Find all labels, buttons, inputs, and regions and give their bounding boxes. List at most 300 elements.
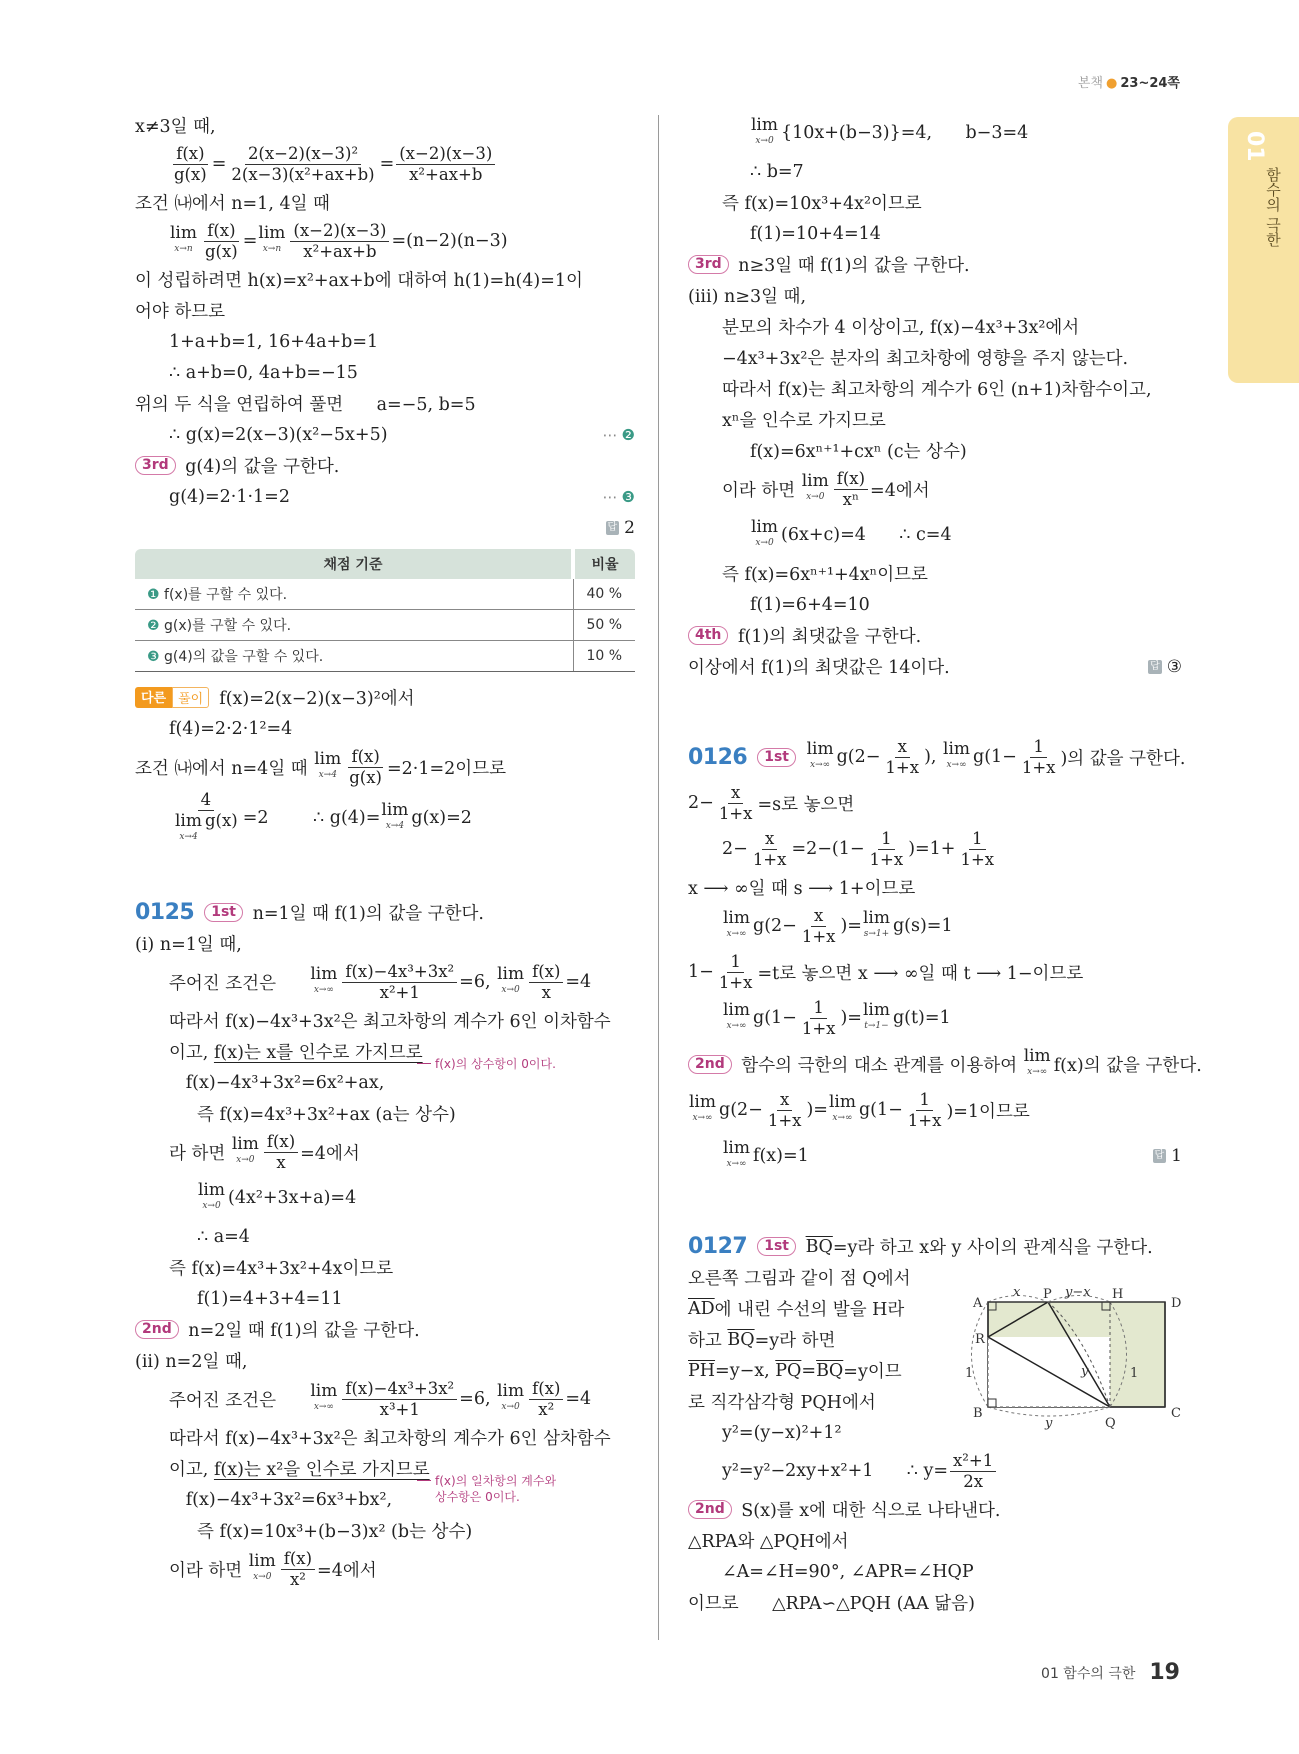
fraction <box>882 737 922 778</box>
solution-line <box>688 435 1182 466</box>
limit-subscript: x→∞ <box>726 1021 747 1031</box>
overline-segment: $\overline{PQ}$ <box>775 1360 802 1381</box>
answer-icon: 답 <box>1154 1150 1165 1161</box>
solution-line <box>135 744 635 790</box>
math-text: g(2− <box>836 747 881 767</box>
solution-line <box>135 1036 635 1071</box>
page-footer <box>1041 1660 1180 1685</box>
math-text: =y라 하고 x와 y 사이의 관계식을 구한다. <box>832 1238 1153 1258</box>
math-text: f(1)=10+4=14 <box>750 223 881 244</box>
math-text: 조건 ㈏에서 n=1, 4일 때 <box>135 194 330 214</box>
solution-line <box>688 1041 1202 1087</box>
limit-operator: lim <box>723 1000 750 1020</box>
solution-line <box>688 466 1182 512</box>
label-y-bottom: y <box>1045 1416 1053 1431</box>
denominator-text: x² <box>289 1569 306 1589</box>
math-text: 이고, <box>169 1460 214 1480</box>
math-text: 1+a+b=1, 16+4a+b=1 <box>169 331 379 352</box>
numerator <box>895 737 910 758</box>
denominator <box>377 983 423 1003</box>
denominator-text: x²+ax+b <box>303 241 377 261</box>
overline-segment: $\overline{AD}$ <box>688 1298 715 1319</box>
fraction <box>290 221 389 262</box>
limit-subscript: x→∞ <box>946 760 967 770</box>
fraction <box>346 747 385 788</box>
math-text: = <box>211 154 227 174</box>
limit-operator: lim <box>175 811 202 831</box>
denominator <box>716 804 756 824</box>
overline-segment: $\overline{BQ}$ <box>805 1236 833 1257</box>
numerator-text: 1 <box>1033 736 1044 756</box>
math-text: (4x²+3x+a)=4 <box>228 1188 357 1208</box>
fraction <box>957 829 997 870</box>
step-badge: 1st <box>204 903 243 922</box>
numerator-text: 1 <box>881 828 892 848</box>
denominator <box>765 1111 805 1131</box>
numerator <box>342 962 457 983</box>
numerator-text: f(x) <box>283 1548 313 1568</box>
solution-line <box>135 1067 635 1098</box>
math-text: f(x)=1 <box>753 1146 809 1166</box>
numerator-text: 1 <box>972 828 983 848</box>
denominator-text: x²+ax+b <box>409 164 483 184</box>
table-row <box>135 641 635 672</box>
rectangle-fold-diagram <box>965 1285 1185 1435</box>
denominator <box>799 927 839 947</box>
circled-number-icon: ❷ <box>147 618 160 634</box>
math-text: f(x)의 값을 구한다. <box>1053 1055 1202 1076</box>
fraction <box>950 1451 996 1492</box>
fraction <box>171 790 241 845</box>
math-text: g(1− <box>858 1100 903 1120</box>
denominator-text: g(x) <box>349 767 382 787</box>
math-text: 즉 f(x)=4x³+3x²+ax (a는 상수) <box>197 1105 456 1125</box>
solution-line <box>135 1376 635 1422</box>
solution-line <box>688 872 1182 903</box>
fraction <box>750 829 790 870</box>
solution-line <box>135 357 635 388</box>
limit-subscript: x→∞ <box>313 985 334 995</box>
math-text: g(t)=1 <box>892 1008 951 1028</box>
step-badge: 2nd <box>135 1320 179 1339</box>
solution-line <box>135 682 635 713</box>
fraction <box>1019 737 1059 778</box>
solution-line <box>135 790 635 845</box>
limit-operator: lim <box>231 1134 259 1154</box>
circled-number-icon: ❸ <box>621 487 635 506</box>
limit-operator: lim <box>806 739 834 759</box>
math-text: g(4)의 값을 구한다. <box>179 457 340 477</box>
solution-line <box>135 1252 635 1283</box>
solution-line <box>688 1231 1182 1262</box>
solution-line <box>135 713 635 744</box>
column-divider <box>658 115 659 1640</box>
denominator-text: 1+x <box>801 1018 836 1038</box>
math-text: )= <box>840 1008 862 1028</box>
solution-line <box>135 1422 635 1453</box>
solution-line <box>688 558 1182 589</box>
solution-line <box>688 1525 1182 1556</box>
limit-operator: lim <box>198 1180 225 1200</box>
limit <box>175 813 202 845</box>
answer-icon: 답 <box>1150 660 1160 672</box>
denominator-text: 1+x <box>960 849 995 869</box>
page-range: 23~24쪽 <box>1120 76 1180 91</box>
denominator-text: 1+x <box>1021 757 1056 777</box>
math-text: 조건 ㈏에서 n=4일 때 <box>135 758 314 779</box>
limit-operator: lim <box>689 1092 716 1112</box>
numerator <box>916 1090 933 1111</box>
solution-line <box>135 1005 635 1036</box>
limit-operator: lim <box>248 1551 276 1571</box>
solution-line <box>688 110 1182 156</box>
numerator-text: f(x) <box>266 1131 296 1151</box>
denominator-text: 1+x <box>907 1110 942 1130</box>
numerator-text: f(x) <box>207 220 236 240</box>
math-text: 즉 f(x)=10x³+4x²이므로 <box>722 194 922 214</box>
table-row <box>135 579 635 610</box>
limit <box>310 966 337 998</box>
circled-number-icon: ❸ <box>147 649 160 665</box>
math-text: 주어진 조건은 <box>169 973 310 994</box>
limit-subscript: x→∞ <box>832 1113 853 1123</box>
numerator-text: f(x) <box>532 1378 561 1398</box>
numerator <box>281 1549 315 1570</box>
math-text: )= <box>840 916 862 936</box>
denominator <box>799 1019 839 1039</box>
limit-operator: lim <box>381 799 409 820</box>
limit-subscript: x→∞ <box>1027 1067 1048 1077</box>
solution-line <box>135 264 635 295</box>
limit <box>198 1182 225 1214</box>
denominator <box>171 165 210 185</box>
numerator <box>173 144 207 165</box>
math-text: f(1)=6+4=10 <box>750 594 870 615</box>
limit-subscript: s→1+ <box>863 929 890 939</box>
arc-bq <box>988 1407 1110 1416</box>
solution-line <box>135 1546 635 1592</box>
math-text: n=2일 때 f(1)의 값을 구한다. <box>182 1321 420 1341</box>
math-text: 라 하면 <box>169 1143 231 1164</box>
solution-line <box>135 897 635 928</box>
numerator-text: x²+1 <box>953 1450 994 1470</box>
limit <box>314 751 341 783</box>
solution-line <box>688 995 1182 1041</box>
limit <box>723 1002 750 1034</box>
numerator-text: (x−2)(x−3) <box>293 220 387 240</box>
overline-segment: $\overline{PH}$ <box>688 1360 716 1381</box>
limit <box>723 1140 750 1172</box>
math-text: 따라서 f(x)는 최고차항의 계수가 6인 (n+1)차함수이고, <box>722 380 1152 400</box>
denominator-text: g(x) <box>174 164 207 184</box>
denominator-text: 1+x <box>718 972 753 992</box>
solution-line <box>688 311 1182 342</box>
math-text: f(x)=6xⁿ⁺¹+cxⁿ (c는 상수) <box>750 442 967 462</box>
label-r: R <box>975 1332 985 1347</box>
label-a: A <box>973 1296 983 1311</box>
criterion-cell <box>135 610 573 641</box>
dots-icon: ⋯ <box>602 425 618 444</box>
chapter-label: 01 함수의 극한 <box>1041 1665 1136 1682</box>
fraction <box>529 962 563 1003</box>
denominator-text: 1+x <box>869 849 904 869</box>
badge-label: 풀이 <box>172 687 209 708</box>
criterion-cell <box>135 579 573 610</box>
math-text: f(1)의 최댓값을 구한다. <box>732 627 922 647</box>
numerator <box>529 1379 563 1400</box>
math-text: =2·1=2이므로 <box>387 758 507 779</box>
denominator <box>882 758 922 778</box>
denominator-text: 1+x <box>752 849 787 869</box>
solution-line <box>688 1133 1182 1179</box>
label-p: P <box>1043 1287 1052 1302</box>
ratio-cell: 10 % <box>573 641 635 672</box>
circled-number-icon: ❶ <box>147 587 160 603</box>
chapter-number: 01 <box>1242 131 1267 162</box>
math-text: 이상에서 f(1)의 최댓값은 14이다. <box>688 658 950 678</box>
answer <box>1153 1146 1183 1166</box>
limit-subscript: x→4 <box>385 820 405 831</box>
math-text: =4 <box>565 1389 592 1409</box>
math-text: =2−(1− <box>791 839 865 859</box>
dots-icon: ⋯ <box>602 487 618 506</box>
math-text: ∴ a=4 <box>197 1226 250 1247</box>
label-d: D <box>1171 1296 1182 1311</box>
label-one-right: 1 <box>1130 1366 1139 1381</box>
chapter-tab[interactable] <box>1228 117 1299 383</box>
numerator <box>878 829 895 850</box>
limit <box>807 741 834 773</box>
underlined-text: f(x)는 x²을 인수로 가지므로 <box>213 1460 430 1480</box>
denominator-text: x <box>276 1152 286 1172</box>
dot-icon: ● <box>1106 76 1118 91</box>
limit-subscript: x→4 <box>318 770 337 780</box>
math-text: g(4)=2·1·1=2 <box>169 486 290 507</box>
solution-line <box>688 651 1182 682</box>
limit <box>751 117 778 149</box>
math-text: y²=(y−x)²+1² <box>722 1422 842 1443</box>
numerator <box>264 1132 298 1153</box>
math-text: =(n−2)(n−3) <box>391 231 508 251</box>
math-text: =y라 하면 <box>754 1331 836 1351</box>
denominator <box>171 811 241 845</box>
math-text: 로 직각삼각형 PQH에서 <box>688 1393 876 1413</box>
limit-operator: lim <box>310 1381 338 1401</box>
math-text: 즉 f(x)=6xⁿ⁺¹+4xⁿ이므로 <box>722 565 928 585</box>
limit <box>310 1383 337 1415</box>
limit <box>943 741 970 773</box>
limit-operator: lim <box>828 1092 856 1112</box>
numerator-text: (x−2)(x−3) <box>399 143 493 163</box>
limit <box>249 1553 276 1585</box>
step-badge: 3rd <box>135 456 176 475</box>
numerator <box>834 469 868 490</box>
step-badge: 2nd <box>688 1500 732 1519</box>
math-text: 분모의 차수가 4 이상이고, f(x)−4x³+3x²에서 <box>722 318 1080 338</box>
limit <box>829 1094 856 1126</box>
limit-operator: lim <box>1023 1046 1051 1066</box>
limit-operator: lim <box>497 1381 525 1401</box>
limit-subscript: x→4 <box>179 832 198 842</box>
numerator <box>1030 737 1047 758</box>
denominator-text: 1+x <box>767 1110 802 1130</box>
math-text: x≠3일 때, <box>135 117 216 137</box>
solution-line <box>688 1587 1182 1618</box>
limit-subscript: x→0 <box>501 985 520 995</box>
math-text: =4 <box>565 972 592 992</box>
ratio-cell: 40 % <box>573 579 635 610</box>
solution-line <box>135 1484 635 1515</box>
solution-line <box>688 1448 1182 1494</box>
math-text: =2 ∴ g(4)= <box>242 807 381 828</box>
solution-line <box>135 218 635 264</box>
margin-annotation: f(x)의 상수항이 0이다. <box>435 1057 556 1071</box>
numerator-text: f(x) <box>176 143 205 163</box>
limit-operator: lim <box>751 517 778 537</box>
page-reference <box>1078 72 1180 91</box>
numerator <box>396 144 495 165</box>
label-y-minus-x: y−x <box>1065 1285 1091 1300</box>
answer-icon: 답 <box>607 521 618 533</box>
denominator <box>287 1570 309 1590</box>
solution-line <box>688 156 1182 187</box>
limit <box>863 1002 890 1034</box>
math-text: f(x)−4x³+3x²=6x³+bx², <box>169 1489 393 1510</box>
denominator <box>867 850 907 870</box>
fraction <box>264 1132 298 1173</box>
denominator-text: 2x <box>963 1471 984 1491</box>
math-text: 따라서 f(x)−4x³+3x²은 최고차항의 계수가 6인 삼차함수 <box>169 1429 611 1449</box>
arc-left <box>972 1302 989 1407</box>
solution-line <box>135 1129 635 1175</box>
solution-line <box>135 419 635 450</box>
math-text: y²=y²−2xy+x²+1 ∴ y= <box>722 1461 948 1481</box>
fraction <box>867 829 907 870</box>
math-text: = <box>242 231 258 251</box>
label-b: B <box>973 1406 983 1421</box>
solution-line <box>135 481 635 512</box>
solution-line <box>135 512 635 543</box>
denominator-text: x³+1 <box>379 1399 420 1419</box>
math-text: =6, <box>459 1389 497 1409</box>
math-text: g(x)=2 <box>411 807 472 828</box>
overline-segment: $\overline{BQ}$ <box>816 1360 844 1381</box>
limit-subscript: x→0 <box>755 136 774 146</box>
label-q: Q <box>1105 1416 1116 1431</box>
answer <box>1148 657 1182 677</box>
fraction <box>716 783 756 824</box>
fraction <box>905 1090 945 1131</box>
criterion-text: g(4)의 값을 구할 수 있다. <box>159 649 324 665</box>
math-text: ∴ a+b=0, 4a+b=−15 <box>169 362 358 383</box>
math-text: g(1− <box>973 747 1017 767</box>
numerator <box>777 1090 792 1111</box>
limit-subscript: x→0 <box>253 1572 272 1582</box>
solution-line <box>135 1098 635 1129</box>
limit <box>232 1136 259 1168</box>
problem-number: 0125 <box>135 900 195 925</box>
limit <box>751 519 778 551</box>
denominator-text-group <box>174 811 238 845</box>
problem-number: 0126 <box>688 744 748 770</box>
step-marker <box>603 488 635 506</box>
step-marker <box>603 426 635 444</box>
denominator <box>202 242 241 262</box>
limit-operator: lim <box>801 471 829 491</box>
label-x: x <box>1013 1285 1021 1300</box>
math-text: f(x)=2(x−2)(x−3)²에서 <box>219 689 415 709</box>
limit-subscript: x→0 <box>501 1402 520 1412</box>
math-text: 어야 하므로 <box>135 302 226 322</box>
limit <box>497 1383 524 1415</box>
math-text: 주어진 조건은 <box>169 1390 310 1411</box>
math-text: = <box>379 154 395 174</box>
answer <box>135 518 635 538</box>
limit <box>802 473 829 505</box>
numerator <box>811 906 826 927</box>
math-text: x ⟶ ∞일 때 s ⟶ 1+이므로 <box>688 879 916 899</box>
limit-operator: lim <box>862 1000 890 1020</box>
book-label: 본책 <box>1077 76 1104 91</box>
fraction <box>529 1379 563 1420</box>
math-text: )=1이므로 <box>946 1101 1030 1122</box>
label-y-diagonal: y <box>1081 1364 1089 1379</box>
step-badge: 3rd <box>688 255 729 274</box>
chapter-title: 함수의 극한 <box>1264 167 1282 247</box>
solution-line <box>688 280 1182 311</box>
math-text: 위의 두 식을 연립하여 풀면 a=−5, b=5 <box>135 395 476 415</box>
limit-subscript: x→∞ <box>726 929 747 939</box>
numerator-text: f(x) <box>351 746 380 766</box>
numerator-text: x <box>764 828 775 848</box>
limit-subscript: x→∞ <box>692 1113 713 1123</box>
denominator-text: x <box>541 982 551 1002</box>
overline-segment: $\overline{BQ}$ <box>727 1329 755 1350</box>
solution-line <box>135 1175 635 1221</box>
math-text: 이라 하면 <box>169 1560 248 1581</box>
solution-line <box>135 187 635 218</box>
denominator <box>228 165 377 185</box>
solution-line <box>135 388 635 419</box>
limit-operator: lim <box>258 223 286 243</box>
limit-subscript: x→∞ <box>726 1159 747 1169</box>
math-text: g(2− <box>719 1100 763 1120</box>
math-text: 2− <box>688 793 714 813</box>
page-number: 19 <box>1149 1660 1180 1685</box>
limit-subscript: x→n <box>174 244 193 254</box>
numerator-text: f(x)−4x³+3x² <box>345 1378 455 1398</box>
limit-operator: lim <box>723 1138 750 1158</box>
solution-line <box>688 1087 1182 1133</box>
table-header-row <box>135 549 635 579</box>
denominator-text: x² <box>538 1399 555 1419</box>
limit <box>258 225 285 257</box>
limit <box>381 799 409 834</box>
math-text: =4에서 <box>870 480 930 501</box>
solution-line <box>688 218 1182 249</box>
numerator <box>198 790 215 811</box>
label-c: C <box>1171 1406 1181 1421</box>
solution-line <box>135 110 635 141</box>
denominator-text: 1+x <box>885 757 920 777</box>
math-text: ), <box>924 747 943 767</box>
math-text: 이라 하면 <box>722 480 801 501</box>
denominator <box>957 850 997 870</box>
limit-subscript: x→n <box>262 244 282 254</box>
math-text: 이고, <box>169 1043 214 1063</box>
math-text: g(x) <box>205 811 238 830</box>
limit-operator: lim <box>943 739 971 759</box>
